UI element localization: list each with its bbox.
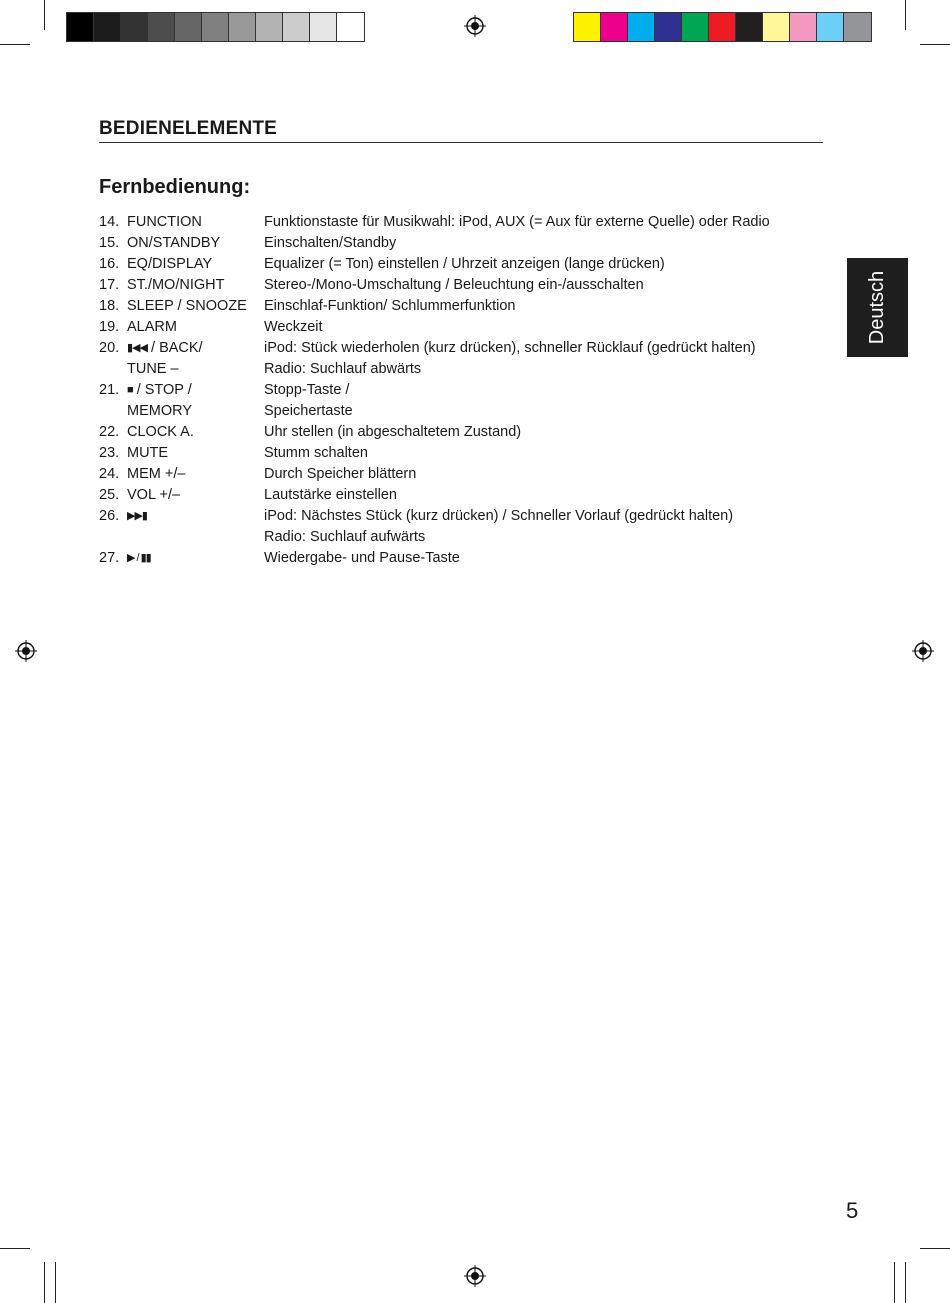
control-key-text: TUNE – [127,361,179,377]
color-swatch [574,13,601,41]
control-description [264,485,819,506]
control-item [99,338,819,380]
control-key [127,443,264,464]
control-key [127,212,264,233]
section-title: BEDIENELEMENTE [99,118,823,143]
control-description [264,317,819,338]
control-key [127,485,264,506]
grayscale-color-bar [66,12,365,42]
control-description-line: Radio: Suchlauf aufwärts [264,529,426,545]
control-key [127,275,264,296]
control-description [264,443,819,464]
color-swatch [601,13,628,41]
color-swatch [121,13,148,41]
control-item [99,485,819,506]
control-key [127,380,264,422]
color-swatch [709,13,736,41]
registration-mark-icon [464,15,486,37]
control-description-line: Stereo-/Mono-Umschaltung / Beleuchtung ein-/ausschalten [264,277,644,293]
color-swatch [202,13,229,41]
crop-mark [55,1262,56,1303]
control-key-text: MUTE [127,445,169,461]
color-swatch [283,13,310,41]
control-number: 20. [99,340,120,356]
control-description-line: Lautstärke einstellen [264,487,397,503]
control-key-text: / STOP / [136,382,192,398]
control-description [264,254,819,275]
control-number: 21. [99,382,120,398]
control-key [127,338,264,380]
registration-mark-icon [912,640,934,662]
control-number: 17. [99,277,120,293]
control-description [264,548,819,569]
control-key-text: ALARM [127,319,177,335]
control-key-text: ST./MO/NIGHT [127,277,225,293]
control-item [99,317,819,338]
control-key-text: FUNCTION [127,214,202,230]
color-swatch [817,13,844,41]
control-item [99,254,819,275]
control-key [127,233,264,254]
color-swatch [94,13,121,41]
control-description-line: Radio: Suchlauf abwärts [264,361,422,377]
color-swatch [844,13,871,41]
control-description-line: Einschalten/Standby [264,235,397,251]
control-number: 24. [99,466,120,482]
color-swatch [67,13,94,41]
crop-mark [920,1248,950,1249]
crop-mark [0,44,30,45]
control-description-line: Durch Speicher blättern [264,466,417,482]
control-key-text: SLEEP / SNOOZE [127,298,247,314]
control-item [99,422,819,443]
control-key [127,317,264,338]
control-key-text: CLOCK A. [127,424,194,440]
color-swatch [337,13,364,41]
control-number: 16. [99,256,120,272]
control-item [99,296,819,317]
control-item [99,212,819,233]
page-number: 5 [846,1198,859,1223]
language-tab [847,258,908,357]
color-swatch [682,13,709,41]
control-description-line: Funktionstaste für Musikwahl: iPod, AUX (= Aux für externe Quelle) oder Radio [264,214,770,230]
color-swatch [310,13,337,41]
color-swatch [229,13,256,41]
control-key [127,422,264,443]
control-number: 18. [99,298,120,314]
control-description-line: Einschlaf-Funktion/ Schlummerfunktion [264,298,516,314]
crop-mark [0,1248,30,1249]
process-color-bar [573,12,872,42]
crop-mark [44,0,45,30]
control-description-line: Stopp-Taste / [264,382,350,398]
color-swatch [763,13,790,41]
color-swatch [790,13,817,41]
control-key [127,254,264,275]
control-description-line: iPod: Stück wiederholen (kurz drücken), schneller Rücklauf (gedrückt halten) [264,340,756,356]
control-item [99,380,819,422]
control-key [127,506,264,548]
control-key-text: MEM +/– [127,466,186,482]
control-description-line: Stumm schalten [264,445,368,461]
control-key [127,464,264,485]
subsection-title: Fernbedienung: [99,176,251,198]
control-item [99,443,819,464]
control-number: 19. [99,319,120,335]
control-key [127,548,264,569]
control-description-line: Speichertaste [264,403,353,419]
crop-mark [905,0,906,30]
control-number: 26. [99,508,120,524]
color-swatch [148,13,175,41]
color-swatch [655,13,682,41]
crop-mark [920,44,950,45]
color-swatch [175,13,202,41]
control-key-text: VOL +/– [127,487,181,503]
control-description-line: iPod: Nächstes Stück (kurz drücken) / Schneller Vorlauf (gedrückt halten) [264,508,734,524]
control-number: 27. [99,550,120,566]
color-swatch [736,13,763,41]
control-description [264,275,819,296]
control-number: 14. [99,214,120,230]
control-description [264,296,819,317]
control-description [264,233,819,254]
control-description-line: Equalizer (= Ton) einstellen / Uhrzeit anzeigen (lange drücken) [264,256,665,272]
color-swatch [256,13,283,41]
control-description [264,422,819,443]
control-description [264,380,819,422]
registration-mark-icon [15,640,37,662]
control-description [264,464,819,485]
control-description-line: Uhr stellen (in abgeschaltetem Zustand) [264,424,522,440]
crop-mark [905,1262,906,1303]
button-symbol-icon: ▶ / ▮▮ [127,552,151,564]
control-description [264,506,819,548]
control-description [264,212,819,233]
remote-controls-list [99,212,819,569]
control-description-line: Weckzeit [264,319,323,335]
control-key-text: / BACK/ [151,340,203,356]
control-item [99,233,819,254]
control-description [264,338,819,380]
control-key [127,296,264,317]
control-key-text: ON/STANDBY [127,235,221,251]
control-item [99,506,819,548]
control-description-line: Wiedergabe- und Pause-Taste [264,550,460,566]
control-key-text: MEMORY [127,403,192,419]
color-swatch [628,13,655,41]
control-item [99,275,819,296]
control-key-text: EQ/DISPLAY [127,256,213,272]
button-symbol-icon: ▮◀◀ [127,342,147,354]
language-tab-label: Deutsch [866,270,888,345]
crop-mark [44,1262,45,1303]
control-number: 23. [99,445,120,461]
control-item [99,464,819,485]
button-symbol-icon: ■ [127,384,133,396]
control-number: 15. [99,235,120,251]
button-symbol-icon: ▶▶▮ [127,510,147,522]
control-number: 25. [99,487,120,503]
crop-mark [894,1262,895,1303]
control-item [99,548,819,569]
registration-mark-icon [464,1265,486,1287]
control-number: 22. [99,424,120,440]
